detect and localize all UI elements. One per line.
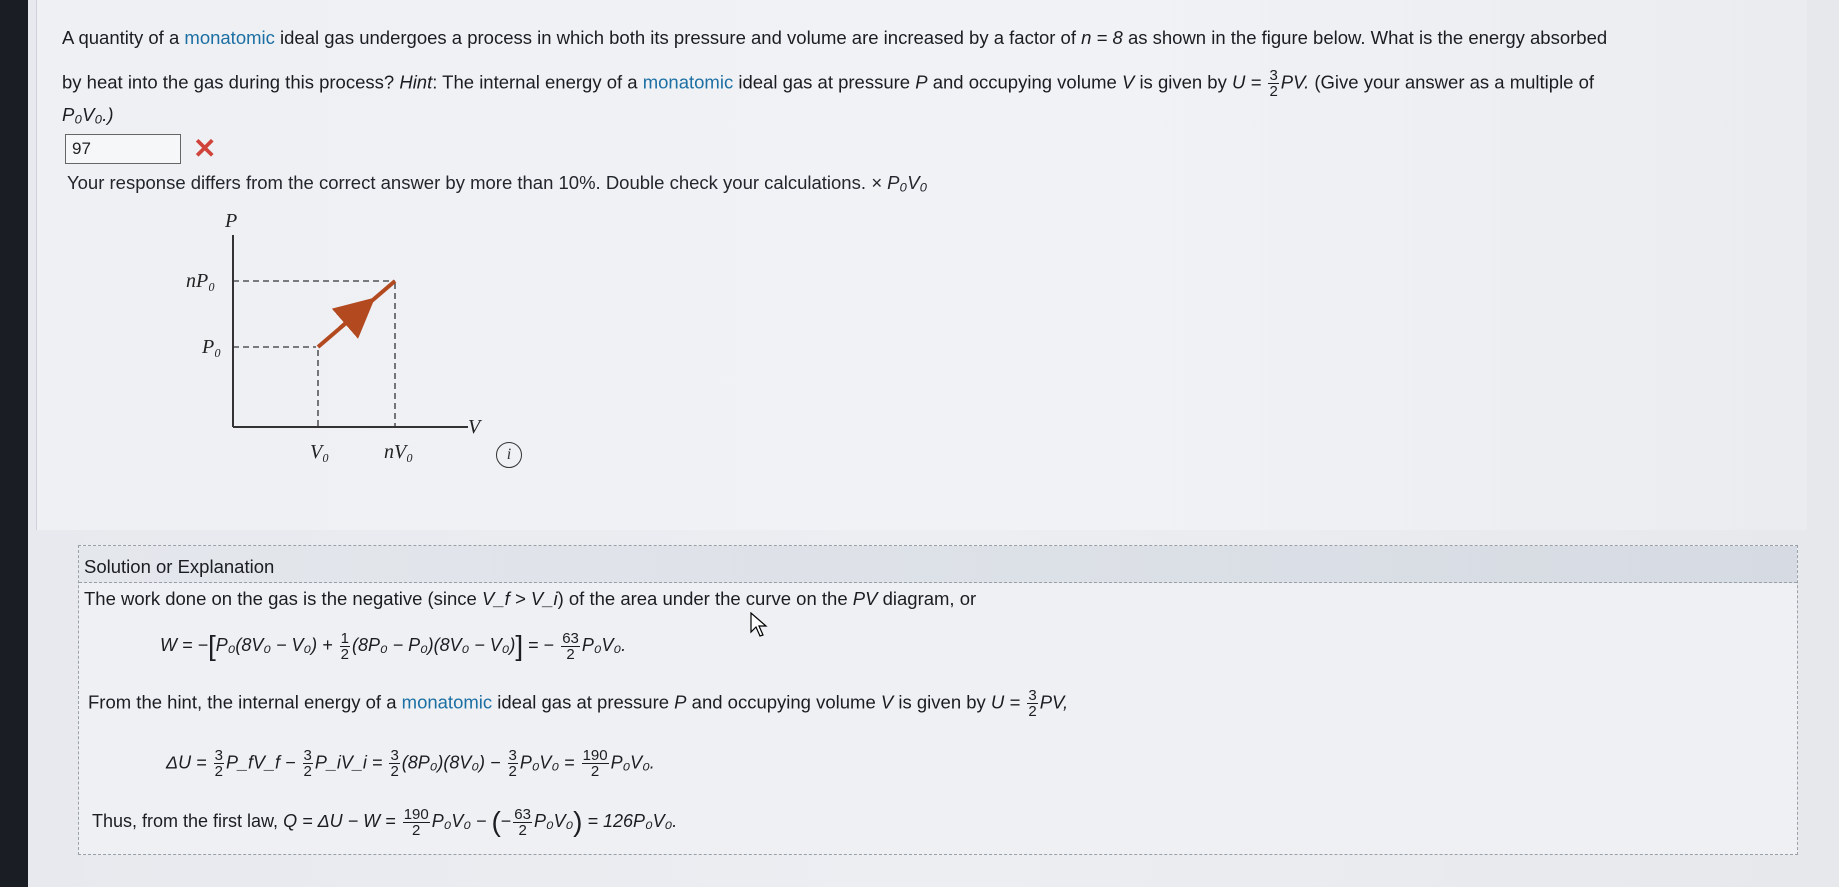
solution-title: Solution or Explanation <box>84 556 275 577</box>
question-line-3: P₀V₀.) <box>62 104 114 125</box>
pv-diagram <box>170 205 510 465</box>
monatomic-link[interactable]: monatomic <box>184 27 275 48</box>
solution-header <box>79 546 1797 583</box>
process-arrow <box>340 308 363 328</box>
first-law-equation: Thus, from the first law, Q = ΔU − W = $\frac{190}{2}$ P₀V₀ − (− $\frac{63}{2}$ P₀V₀) = 126P₀V₀. <box>92 805 678 839</box>
delta-u-equation: ΔU = $\frac{3}{2}$ P_fV_f − $\frac{3}{2}$ P_iV_i = $\frac{3}{2}$ (8P₀)(8V₀) − $\frac{3}{2}$ P₀V₀ = $\frac{190}{2}$ P₀V₀. <box>166 747 655 780</box>
tick-label-nvo: nV₀ <box>384 441 414 463</box>
y-axis-label: P <box>225 210 238 232</box>
question-line-2: by heat into the gas during this process? Hint: The internal energy of a monatomic ideal gas at pressure P and occupying volume V is given by U = $\frac{3}{2}$ PV. (Give your answer as a multiple of <box>62 67 1595 100</box>
hint-line: From the hint, the internal energy of a monatomic ideal gas at pressure P and occupying volume V is given by U = $\frac{3}{2}$ PV, <box>88 687 1069 720</box>
monatomic-link-2[interactable]: monatomic <box>642 71 734 93</box>
answer-input[interactable] <box>65 134 181 164</box>
monatomic-link-3[interactable]: monatomic <box>401 691 493 713</box>
x-axis-label: V <box>468 416 481 438</box>
tick-label-po: P₀ <box>202 336 222 358</box>
work-equation: W = −[P₀(8V₀ − V₀) + $\frac{1}{2}$ (8P₀ − P₀)(8V₀ − V₀)] = − $\frac{63}{2}$ P₀V₀. <box>160 629 627 663</box>
feedback-message: Your response differs from the correct answer by more than 10%. Double check your calculations. × P₀V₀ <box>67 172 928 193</box>
fraction: $\frac{3}{2}$ <box>1269 67 1278 100</box>
tick-label-npo: nP₀ <box>186 270 216 292</box>
work-intro: The work done on the gas is the negative (since V_f > V_i) of the area under the curve on the PV diagram, or <box>84 588 977 609</box>
question-line-1: A quantity of a monatomic ideal gas undergoes a process in which both its pressure and volume are increased by a factor of n = 8 as shown in the figure below. What is the energy absorbed <box>62 27 1608 48</box>
incorrect-x-icon: ✕ <box>193 133 217 164</box>
mouse-cursor-icon <box>750 612 768 638</box>
tick-label-vo: V₀ <box>310 441 330 463</box>
info-icon[interactable]: i <box>496 442 522 468</box>
